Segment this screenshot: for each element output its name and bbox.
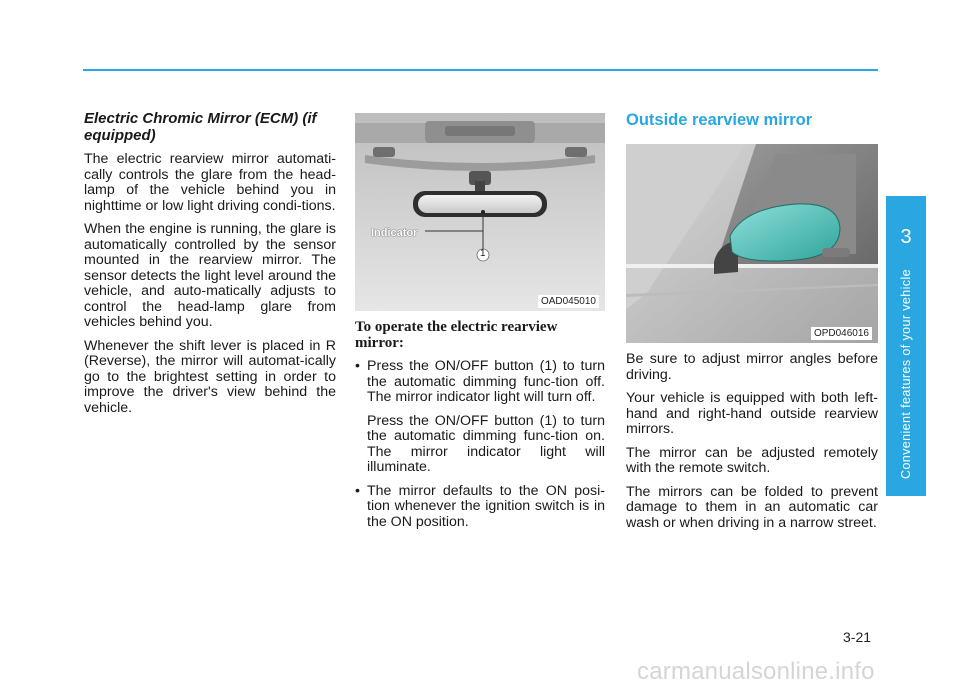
outside-mirror-illustration	[626, 144, 878, 343]
outside-paragraph: Your vehicle is equipped with both left-hand and right-hand outside rearview mirrors.	[626, 390, 878, 437]
operate-heading: To operate the electric rearview mirror:	[355, 319, 558, 351]
ecm-paragraph: The electric rearview mirror automati-cally controls the glare from the head-lamp of the vehicle behind you in nighttime or low light driving condi-tions.	[84, 151, 336, 214]
list-item: • Press the ON/OFF button (1) to turn the automatic dimming func-tion off. The mirror indicator light will turn off. Press the ON/OFF button (1) to turn the automatic dimming func-tion on. The mirror indicator light will illuminate.	[355, 358, 605, 475]
figure-code: OPD046016	[811, 327, 872, 340]
outside-paragraph: Be sure to adjust mirror angles before driving.	[626, 351, 878, 383]
section-title: Outside rearview mirror	[626, 111, 813, 129]
callout-number: 1	[480, 248, 486, 259]
figure-code: OAD045010	[538, 295, 599, 308]
outside-mirror-figure	[626, 144, 878, 343]
outside-paragraph: The mirror can be adjusted remotely with the remote switch.	[626, 444, 878, 476]
outside-mirror-section	[626, 110, 878, 539]
rearview-mirror-figure	[355, 113, 605, 311]
indicator-label: Indicator	[371, 227, 418, 239]
ecm-title: Electric Chromic Mirror (ECM) (if equipped)	[84, 110, 317, 144]
operate-list	[355, 359, 605, 530]
ecm-section	[84, 110, 336, 424]
outside-paragraph: The mirrors can be folded to prevent damage to them in an automatic car wash or when driving in a narrow street.	[626, 483, 878, 531]
chapter-number: 3	[900, 226, 912, 248]
rearview-mirror-illustration	[355, 113, 605, 311]
operate-section	[355, 113, 605, 538]
watermark: carmanualsonline.info	[637, 658, 875, 685]
page-number: 3-21	[843, 629, 872, 645]
ecm-paragraph: When the engine is running, the glare is automatically controlled by the sensor mounted in the rearview mirror. The sensor detects the light level around the vehicle, and auto-matically adjusts to control the head-lamp glare from vehicles behind you.	[84, 221, 336, 330]
bullet-text: The mirror defaults to the ON posi-tion whenever the ignition switch is in the ON position.	[367, 482, 605, 530]
chapter-tab	[886, 196, 926, 496]
ecm-paragraph: Whenever the shift lever is placed in R (Reverse), the mirror will automat-ically go to the brightest setting in order to improve the driver's view behind the vehicle.	[84, 337, 336, 416]
bullet-text: Press the ON/OFF button (1) to turn the automatic dimming func-tion off. The mirror indicator light will turn off.	[367, 358, 605, 405]
bullet-continuation: Press the ON/OFF button (1) to turn the automatic dimming func-tion on. The mirror indicator light will illuminate.	[367, 412, 605, 475]
list-item: • The mirror defaults to the ON posi-tion whenever the ignition switch is in the ON position.	[355, 482, 605, 530]
header-rule	[83, 69, 878, 71]
chapter-title: Convenient features of your vehicle	[899, 269, 913, 479]
